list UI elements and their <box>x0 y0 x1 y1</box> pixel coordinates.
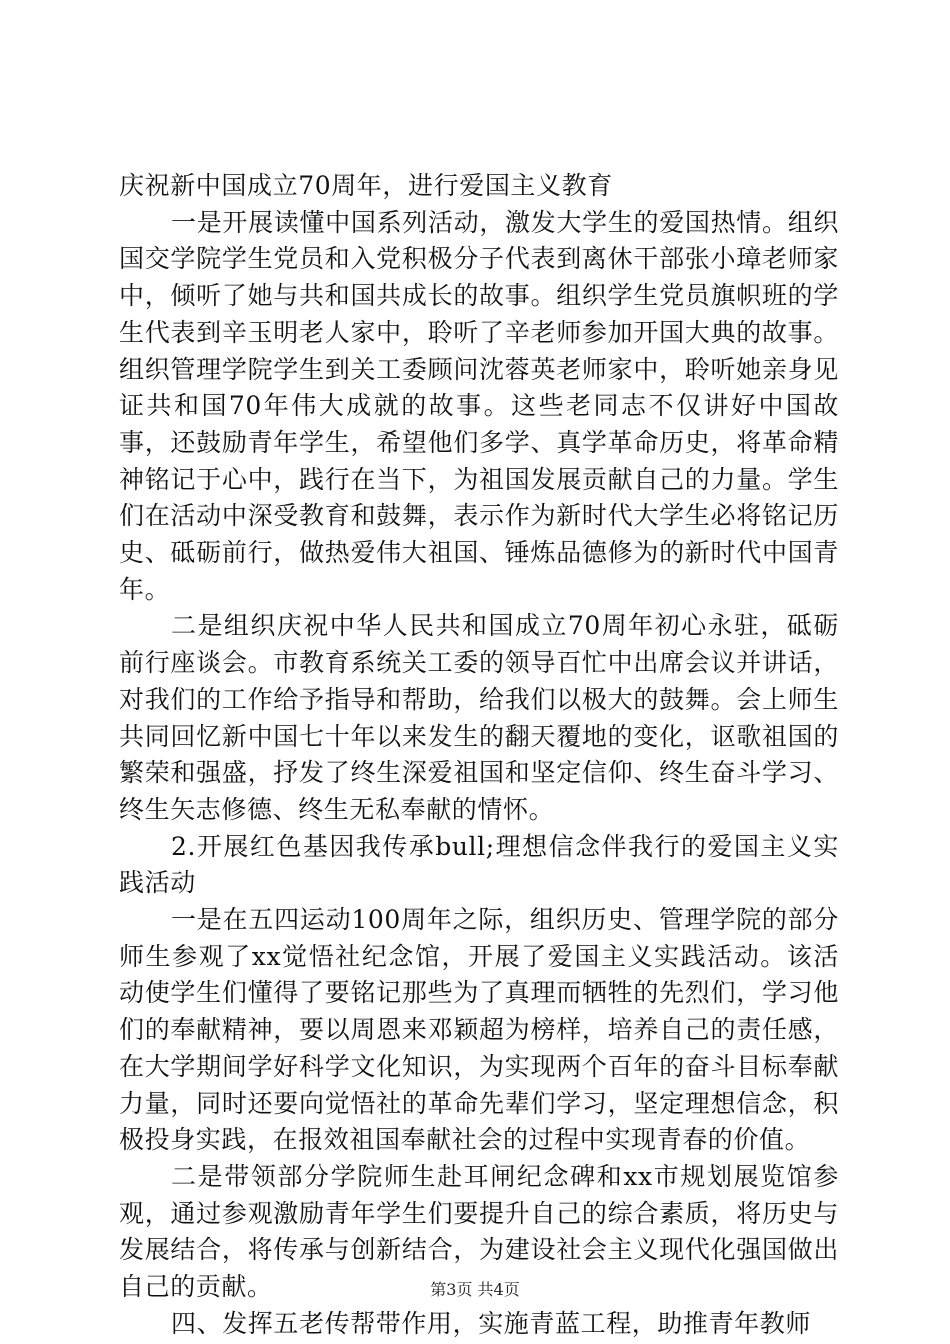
section-heading: 庆祝新中国成立70周年，进行爱国主义教育 <box>119 171 613 200</box>
paragraph: 四、发挥五老传帮带作用，实施青蓝工程，助推青年教师 <box>171 1308 812 1338</box>
paragraph: 二是带领部分学院师生赴耳闸纪念碑和xx市规划展览馆参观，通过参观激励青年学生们要提升自己的综合素质，将历史与发展结合，将传承与创新结合，为建设社会主义现代化强国做出自己的贡献。 <box>119 1161 839 1302</box>
paragraph: 一是开展读懂中国系列活动，激发大学生的爱国热情。组织国交学院学生党员和入党积极分子代表到离休干部张小璋老师家中，倾听了她与共和国共成长的故事。组织学生党员旗帜班的学生代表到辛玉明老人家中，聆听了辛老师参加开国大典的故事。组织管理学院学生到关工委顾问沈蓉英老师家中，聆听她亲身见证共和国70年伟大成就的故事。这些老同志不仅讲好中国故事，还鼓励青年学生，希望他们多学、真学革命历史，将革命精神铭记于心中，践行在当下，为祖国发展贡献自己的力量。学生们在活动中深受教育和鼓舞，表示作为新时代大学生必将铭记历史、砥砺前行，做热爱伟大祖国、锤炼品德修为的新时代中国青年。 <box>119 207 839 604</box>
paragraph: 一是在五四运动100周年之际，组织历史、管理学院的部分师生参观了xx觉悟社纪念馆，开展了爱国主义实践活动。该活动使学生们懂得了要铭记那些为了真理而牺牲的先烈们，学习他们的奉献精神，要以周恩来邓颖超为榜样，培养自己的责任感，在大学期间学好科学文化知识，为实现两个百年的奋斗目标奉献力量，同时还要向觉悟社的革命先辈们学习，坚定理想信念，积极投身实践，在报效祖国奉献社会的过程中实现青春的价值。 <box>119 905 839 1155</box>
page-footer: 第3页 共4页 <box>430 1280 520 1299</box>
document-body <box>119 168 839 1343</box>
paragraph: 2.开展红色基因我传承bull;理想信念伴我行的爱国主义实践活动 <box>119 831 839 898</box>
paragraph: 二是组织庆祝中华人民共和国成立70周年初心永驻，砥砺前行座谈会。市教育系统关工委的领导百忙中出席会议并讲话，对我们的工作给予指导和帮助，给我们以极大的鼓舞。会上师生共同回忆新中国七十年以来发生的翻天覆地的变化，讴歌祖国的繁荣和强盛，抒发了终生深爱祖国和坚定信仰、终生奋斗学习、终生矢志修德、终生无私奉献的情怀。 <box>119 611 839 824</box>
